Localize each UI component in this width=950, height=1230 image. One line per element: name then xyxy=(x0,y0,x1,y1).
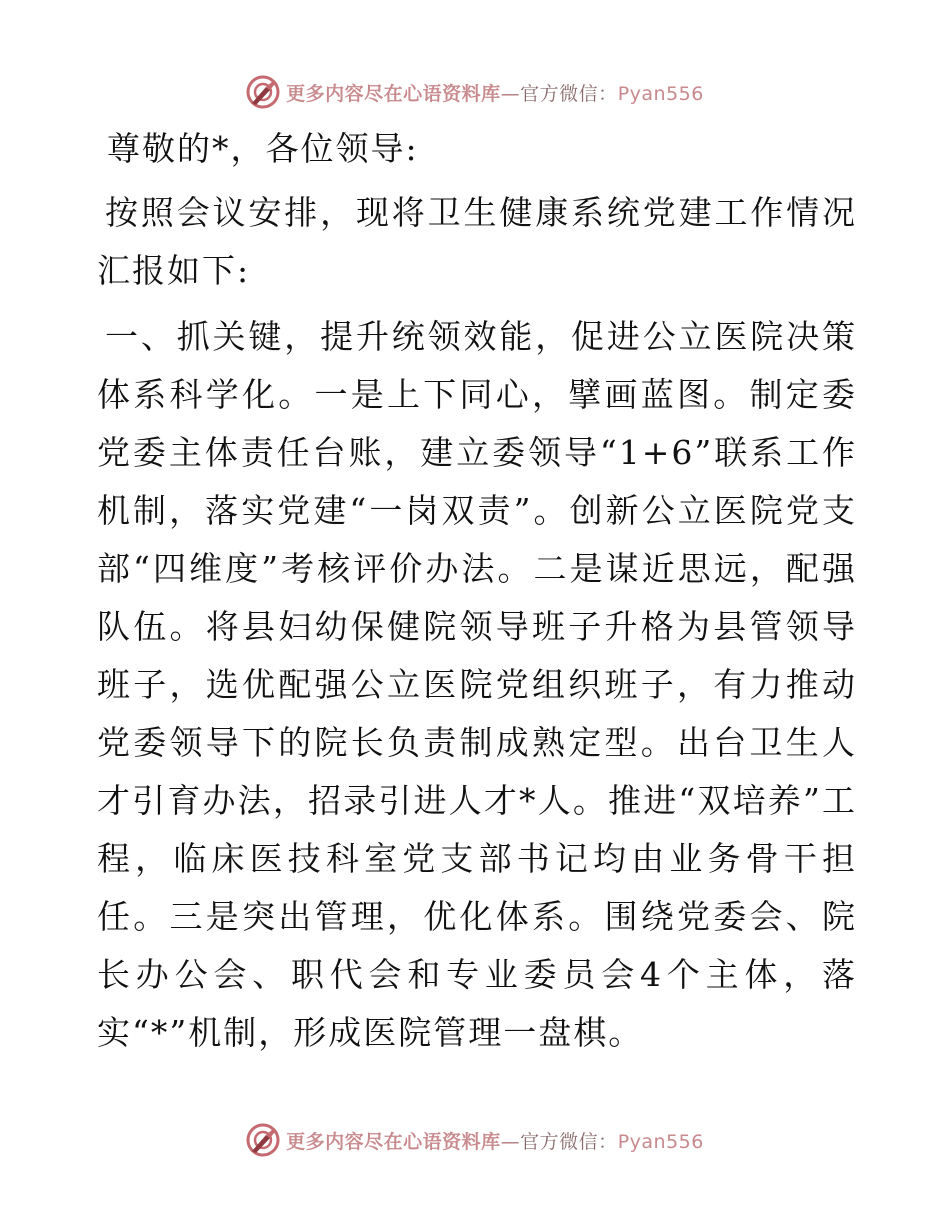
paragraph-intro: 按照会议安排，现将卫生健康系统党建工作情况汇报如下: xyxy=(97,193,857,290)
brand-logo-icon xyxy=(246,1123,280,1157)
watermark-dash: — xyxy=(500,1130,521,1153)
watermark-id: Pyan556 xyxy=(617,82,704,105)
watermark-dash: — xyxy=(500,82,521,105)
watermark-id: Pyan556 xyxy=(617,1130,704,1153)
brand-logo-icon xyxy=(246,75,280,109)
watermark-label: 官方微信： xyxy=(520,1130,618,1153)
watermark-site: 更多内容尽在心语资料库 xyxy=(286,1130,501,1153)
header-watermark xyxy=(0,72,950,112)
footer-watermark xyxy=(0,1120,950,1160)
watermark-label: 官方微信： xyxy=(520,82,618,105)
watermark-text xyxy=(286,79,704,106)
greeting: 尊敬的*，各位领导: xyxy=(107,129,419,168)
paragraph-section-one: 一、抓关键，提升统领效能，促进公立医院决策体系科学化。一是上下同心，擘画蓝图。制定委党委主体责任台账，建立委领导“1+6”联系工作机制，落实党建“一岗双责”。创新公立医院党支部“四维度”考核评价办法。二是谋近思远，配强队伍。将县妇幼保健院领导班子升格为县管领导班子，选优配强公立医院党组织班子，有力推动党委领导下的院长负责制成熟定型。出台卫生人才引育办法，招录引进人才*人。推进“双培养”工程，临床医技科室党支部书记均由业务骨干担任。三是突出管理，优化体系。围绕党委会、院长办公会、职代会和专业委员会4个主体，落实“*”机制，形成医院管理一盘棋。 xyxy=(97,317,857,1052)
document-body xyxy=(97,120,857,1070)
watermark-text xyxy=(286,1127,704,1154)
watermark-site: 更多内容尽在心语资料库 xyxy=(286,82,501,105)
